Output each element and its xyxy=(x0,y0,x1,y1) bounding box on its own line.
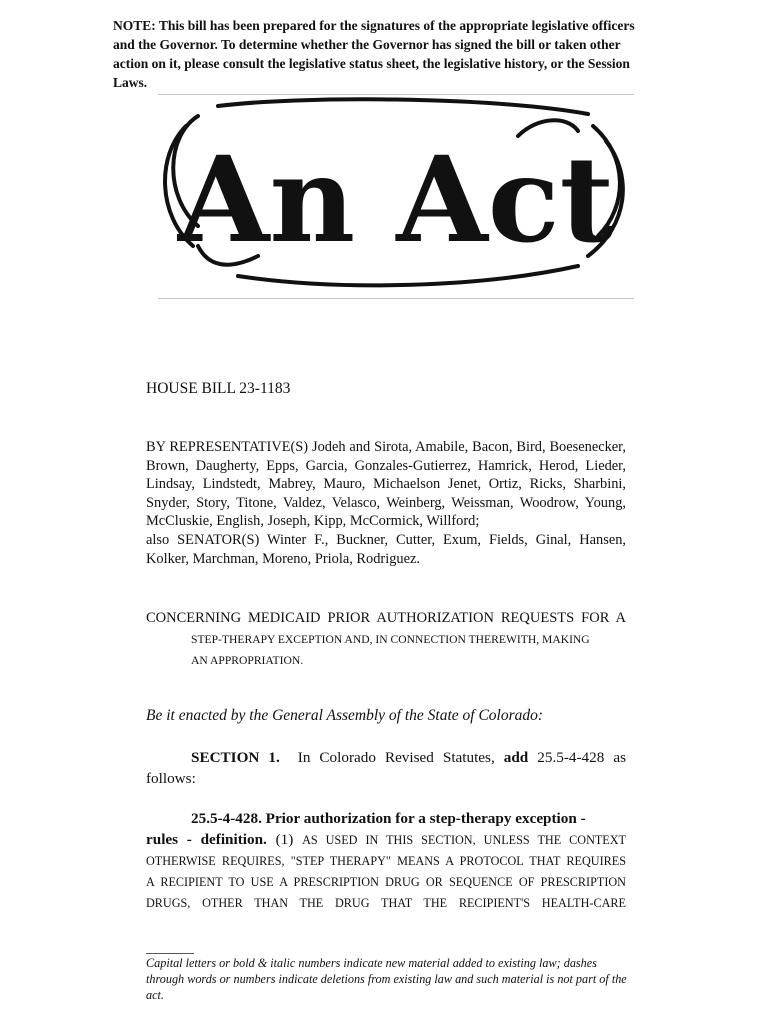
statute-paragraph xyxy=(146,808,626,914)
banner-bottom-divider xyxy=(158,298,634,299)
senate-sponsors: also SENATOR(S) Winter F., Buckner, Cutter, Exum, Fields, Ginal, Hansen, Kolker, Marchman, Moreno, Priola, Rodriguez. xyxy=(146,531,626,567)
enacting-clause: Be it enacted by the General Assembly of the State of Colorado: xyxy=(146,707,544,724)
bill-title-line-1: CONCERNING MEDICAID PRIOR AUTHORIZATION REQUESTS FOR A xyxy=(146,610,626,626)
governor-note: NOTE: This bill has been prepared for the signatures of the appropriate legislative officers and the Governor. To determine whether the Governor has signed the bill or taken other action on it, please consult the legislative status sheet, the legislative history, or the Session Laws. xyxy=(113,18,635,90)
statute-line-5: DRUGS, OTHER THAN THE DRUG THAT THE RECIPIENT'S HEALTH-CARE xyxy=(146,896,626,910)
footnote: Capital letters or bold & italic numbers indicate new material added to existing law; dashes through words or numbers indicate deletions from existing law and such material is not part of the act. xyxy=(146,956,627,1002)
svg-text:An Act: An Act xyxy=(177,130,615,269)
section-1-line-2: follows: xyxy=(146,770,196,787)
section-1-label: SECTION 1. xyxy=(191,749,280,766)
an-act-banner-logo xyxy=(158,96,634,296)
section-1 xyxy=(146,747,626,789)
statute-heading: 25.5-4-428. Prior authorization for a step-therapy exception - xyxy=(191,810,586,827)
bill-number: HOUSE BILL 23-1183 xyxy=(146,380,291,397)
banner-top-divider xyxy=(158,94,634,95)
bill-title xyxy=(146,608,626,671)
section-1-action: add xyxy=(503,749,529,766)
sponsors-block xyxy=(146,438,626,568)
statute-line-4: A RECIPIENT TO USE A PRESCRIPTION DRUG OR SEQUENCE OF PRESCRIPTION xyxy=(146,875,626,889)
bill-title-line-2: STEP-THERAPY EXCEPTION AND, IN CONNECTION THEREWITH, MAKING xyxy=(191,633,590,646)
section-1-line-1: SECTION 1. In Colorado Revised Statutes, add 25.5-4-428 as xyxy=(191,749,626,766)
house-sponsors: BY REPRESENTATIVE(S) Jodeh and Sirota, Amabile, Bacon, Bird, Boesenecker, Brown, Daugherty, Epps, Garcia, Gonzales-Gutierrez, Hamrick, Herod, Lieder, Lindsay, Lindstedt, Mabrey, Mauro, Michaelson Jenet, Ortiz, Ricks, Sharbini, Snyder, Story, Titone, Valdez, Velasco, Weinberg, Weissman, Woodrow, Young, McCluskie, English, Joseph, Kipp, McCormick, Willford; xyxy=(146,439,626,530)
statute-line-2: rules - definition. (1) AS USED IN THIS SECTION, UNLESS THE CONTEXT xyxy=(146,831,627,848)
bill-title-line-3: AN APPROPRIATION. xyxy=(191,654,304,667)
footnote-divider xyxy=(146,953,194,954)
statute-line-3: OTHERWISE REQUIRES, "STEP THERAPY" MEANS A PROTOCOL THAT REQUIRES xyxy=(146,854,626,868)
